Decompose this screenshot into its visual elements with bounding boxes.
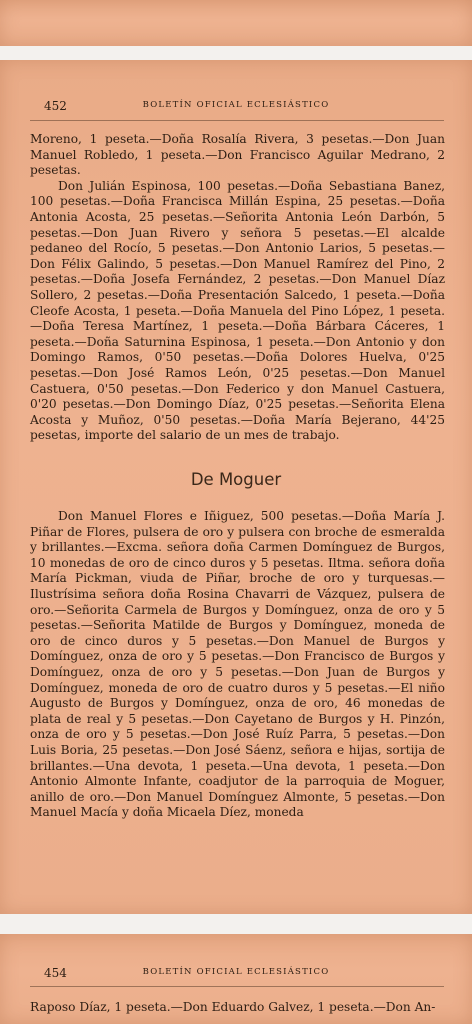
page-number: 452	[44, 99, 67, 113]
paragraph-continued: Moreno, 1 peseta.—Doña Rosalía Rivera, 3 pesetas.—Don Juan Manuel Robledo, 1 peseta.—Don Francisco Aguilar Medrano, 2 pesetas.	[30, 132, 445, 178]
page-number: 454	[44, 966, 67, 980]
paragraph-first-line: Raposo Díaz, 1 peseta.—Don Eduardo Galvez, 1 peseta.—Don An-	[30, 1000, 436, 1014]
page-header	[0, 99, 472, 119]
paragraph: Don Julián Espinosa, 100 pesetas.—Doña Sebastiana Banez, 100 pesetas.—Doña Francisca Millán Espina, 25 pesetas.—Doña Antonia Acosta, 25 pesetas.—Señorita Antonia León Darbón, 5 pesetas.—Don Juan Rivero y señora 5 pesetas.—El alcalde pedaneo del Rocío, 5 pesetas.—Don Antonio Larios, 5 pesetas.—Don Félix Galindo, 5 pesetas.—Don Manuel Ramírez del Pino, 2 pesetas.—Doña Josefa Fernández, 2 pesetas.—Don Manuel Díaz Sollero, 2 pesetas.—Doña Presentación Salcedo, 1 peseta.—Doña Cleofe Acosta, 1 peseta.—Doña Manuela del Pino López, 1 peseta.—Doña Teresa Martínez, 1 peseta.—Doña Bárbara Cáceres, 1 peseta.—Doña Saturnina Espinosa, 1 peseta.—Don Antonio y don Domingo Ramos, 0'50 pesetas.—Doña Dolores Huelva, 0'25 pesetas.—Don José Ramos León, 0'25 pesetas.—Don Manuel Castuera, 0'50 pesetas.—Don Federico y don Manuel Castuera, 0'20 pesetas.—Don Domingo Díaz, 0'25 pesetas.—Señorita Elena Acosta y Muñoz, 0'50 pesetas.—Doña María Bejerano, 44'25 pesetas, importe del salario de un mes de trabajo.	[30, 178, 445, 443]
header-rule	[30, 986, 444, 987]
running-head: BOLETÍN OFICIAL ECLESIÁSTICO	[142, 967, 330, 977]
section-title: De Moguer	[190, 470, 282, 489]
page-gap	[0, 46, 472, 60]
page-header	[0, 966, 472, 986]
page-452	[0, 60, 472, 914]
running-head: BOLETÍN OFICIAL ECLESIÁSTICO	[142, 100, 330, 110]
paragraph: Don Manuel Flores e Iñiguez, 500 pesetas.—Doña María J. Piñar de Flores, pulsera de oro y pulsera con broche de esmeralda y brillantes.—Excma. señora doña Carmen Domínguez de Burgos, 10 monedas de oro de cinco duros y 5 pesetas. Iltma. señora doña María Pickman, viuda de Piñar, broche de oro y turquesas.—Ilustrísima señora doña Rosina Chavarri de Vázquez, pulsera de oro.—Señorita Carmela de Burgos y Domínguez, onza de oro y 5 pesetas.—Señorita Matilde de Burgos y Domínguez, moneda de oro de cinco duros y 5 pesetas.—Don Manuel de Burgos y Domínguez, onza de oro y 5 pesetas.—Don Francisco de Burgos y Domínguez, onza de oro y 5 pesetas.—Don Juan de Burgos y Domínguez, moneda de oro de cuatro duros y 5 pesetas.—El niño Augusto de Burgos y Domínguez, onza de oro, 46 monedas de plata de real y 5 pesetas.—Don Cayetano de Burgos y H. Pinzón, onza de oro y 5 pesetas.—Don José Ruíz Parra, 5 pesetas.—Don Luis Boria, 25 pesetas.—Don José Sáenz, señora e hijas, sortija de brillantes.—Una devota, 1 peseta.—Una devota, 1 peseta.—Don Antonio Almonte Infante, coadjutor de la parroquia de Moguer, anillo de oro.—Don Manuel Domínguez Almonte, 5 pesetas.—Don Manuel Macía y doña Micaela Díez, moneda	[30, 509, 445, 820]
text-block-2	[30, 509, 445, 821]
header-rule	[30, 120, 444, 121]
previous-page-edge	[0, 0, 472, 46]
page-gap	[0, 914, 472, 934]
page-454	[0, 934, 472, 1024]
text-block-3	[30, 1000, 445, 1016]
text-block-1	[30, 132, 445, 444]
